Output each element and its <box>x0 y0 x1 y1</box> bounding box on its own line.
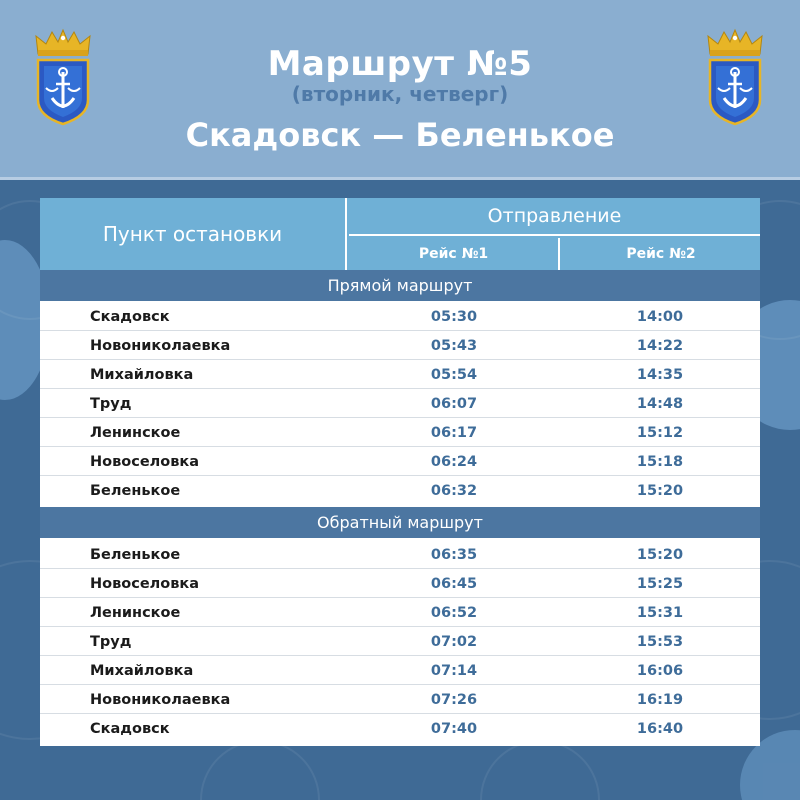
trip-2-time: 15:25 <box>636 575 684 592</box>
trip-1-time: 06:52 <box>430 604 478 621</box>
table-header <box>40 198 760 270</box>
trip-1-time: 05:30 <box>430 308 478 325</box>
trip-2-time: 16:06 <box>636 662 684 679</box>
background-ring <box>480 740 600 800</box>
trip-2-time: 15:20 <box>636 482 684 499</box>
page-title: Маршрут №5 <box>267 44 533 84</box>
column-header-stop: Пункт остановки <box>40 198 347 270</box>
table-row <box>40 418 760 447</box>
trip-1-time: 07:14 <box>430 662 478 679</box>
trip-2-time: 15:18 <box>636 453 684 470</box>
trip-2-time: 16:40 <box>636 720 684 737</box>
table-row <box>40 331 760 360</box>
table-row <box>40 360 760 389</box>
table-row <box>40 476 760 505</box>
column-header-trip-2: Рейс №2 <box>626 246 696 262</box>
table-row <box>40 569 760 598</box>
table-row <box>40 540 760 569</box>
trip-1-time: 06:35 <box>430 546 478 563</box>
stop-name: Новоселовка <box>90 575 200 592</box>
trip-2-time: 14:00 <box>636 308 684 325</box>
trip-1-time: 06:07 <box>430 395 478 412</box>
section-reverse-route: Обратный маршрут <box>40 507 760 538</box>
route-name: Скадовск — Беленькое <box>185 116 615 154</box>
table-row <box>40 714 760 743</box>
stop-name: Беленькое <box>90 482 181 499</box>
stop-name: Скадовск <box>90 308 170 325</box>
table-row <box>40 627 760 656</box>
stop-name: Труд <box>90 633 132 650</box>
table-row <box>40 389 760 418</box>
stop-name: Новониколаевка <box>90 691 231 708</box>
trip-1-time: 06:24 <box>430 453 478 470</box>
trip-1-time: 07:02 <box>430 633 478 650</box>
stop-name: Михайловка <box>90 662 194 679</box>
trip-2-time: 15:12 <box>636 424 684 441</box>
trip-2-time: 14:35 <box>636 366 684 383</box>
stop-name: Труд <box>90 395 132 412</box>
trip-1-time: 06:17 <box>430 424 478 441</box>
trip-2-time: 15:53 <box>636 633 684 650</box>
stop-name: Новониколаевка <box>90 337 231 354</box>
trip-2-time: 14:22 <box>636 337 684 354</box>
table-row <box>40 685 760 714</box>
stop-name: Михайловка <box>90 366 194 383</box>
stop-name: Новоселовка <box>90 453 200 470</box>
table-row <box>40 598 760 627</box>
table-row <box>40 447 760 476</box>
trip-1-time: 05:43 <box>430 337 478 354</box>
table-row <box>40 656 760 685</box>
schedule-table <box>40 198 760 746</box>
section-forward-route: Прямой маршрут <box>40 270 760 301</box>
trip-1-time: 06:45 <box>430 575 478 592</box>
trip-1-time: 06:32 <box>430 482 478 499</box>
column-header-departure: Отправление <box>349 198 760 236</box>
trip-2-time: 14:48 <box>636 395 684 412</box>
stop-name: Беленькое <box>90 546 181 563</box>
stop-name: Ленинское <box>90 424 181 441</box>
trip-1-time: 05:54 <box>430 366 478 383</box>
trip-2-time: 16:19 <box>636 691 684 708</box>
stop-name: Скадовск <box>90 720 170 737</box>
stop-name: Ленинское <box>90 604 181 621</box>
trip-1-time: 07:40 <box>430 720 478 737</box>
trip-2-time: 15:31 <box>636 604 684 621</box>
table-row <box>40 302 760 331</box>
trip-2-time: 15:20 <box>636 546 684 563</box>
background-ring <box>200 740 320 800</box>
route-days: (вторник, четверг) <box>291 82 509 106</box>
column-header-trip-1: Рейс №1 <box>349 238 560 270</box>
trip-1-time: 07:26 <box>430 691 478 708</box>
